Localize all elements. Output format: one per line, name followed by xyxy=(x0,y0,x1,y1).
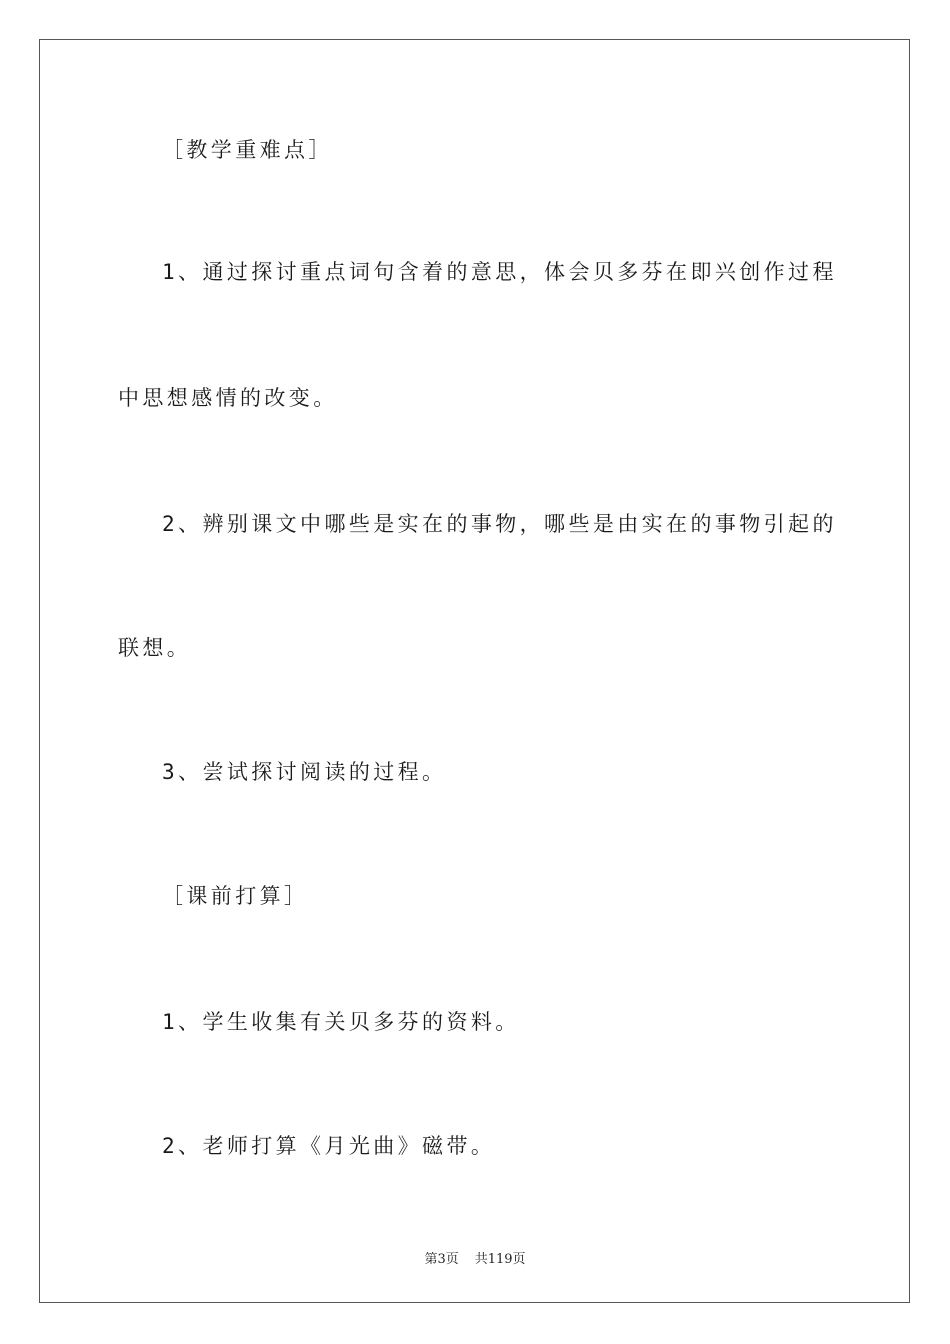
paragraph-line: 中思想感情的改变。 xyxy=(118,386,338,410)
page-total: 共119页 xyxy=(474,1252,526,1267)
paragraph-line: 1、通过探讨重点词句含着的意思，体会贝多芬在即兴创作过程 xyxy=(162,260,837,284)
paragraph-line: 2、老师打算《月光曲》磁带。 xyxy=(162,1134,496,1158)
page-frame xyxy=(39,39,910,1303)
section-heading-key-points: ［教学重难点］ xyxy=(162,138,333,162)
paragraph-line: 联想。 xyxy=(118,636,192,660)
section-heading-preparation: ［课前打算］ xyxy=(162,884,309,908)
page-footer xyxy=(0,1248,950,1267)
paragraph-line: 2、辨别课文中哪些是实在的事物，哪些是由实在的事物引起的 xyxy=(162,512,837,536)
paragraph-line: 1、学生收集有关贝多芬的资料。 xyxy=(162,1010,520,1034)
page-number: 第3页 xyxy=(424,1252,459,1267)
paragraph-line: 3、尝试探讨阅读的过程。 xyxy=(162,760,447,784)
